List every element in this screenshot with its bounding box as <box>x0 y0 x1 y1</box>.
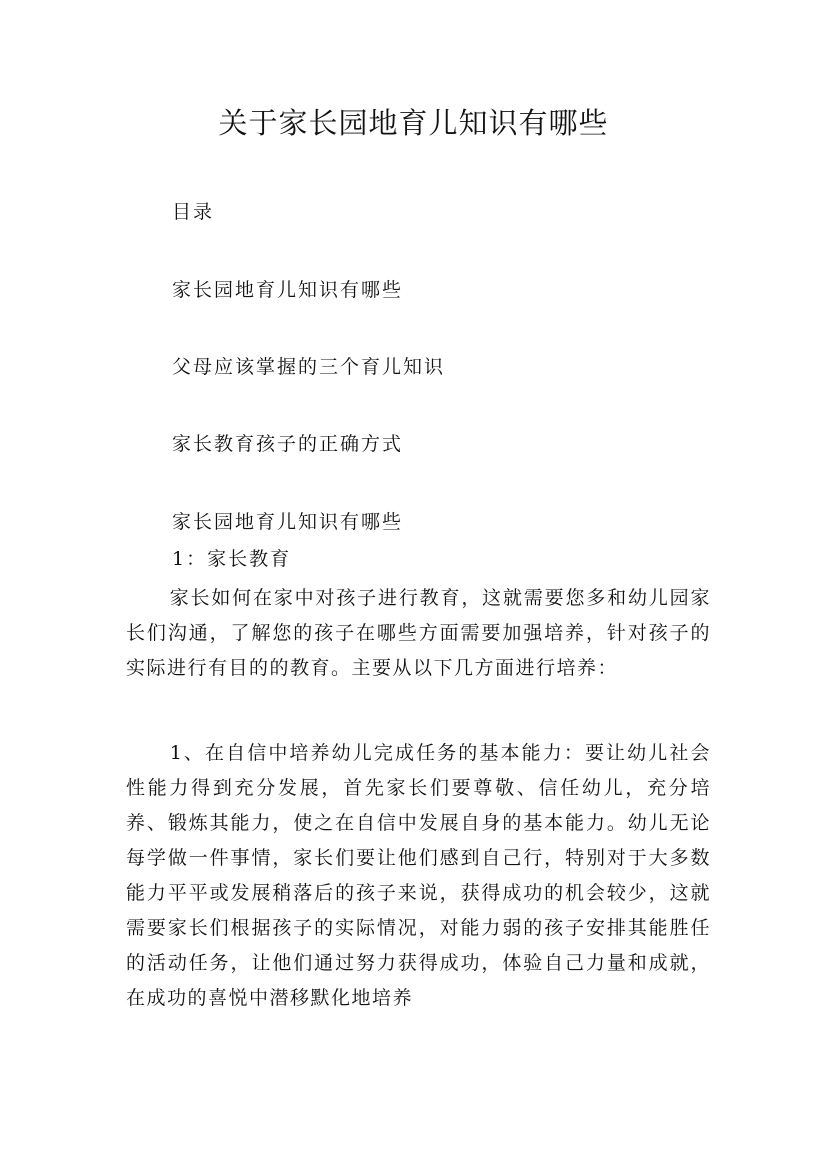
paragraph: 家长如何在家中对孩子进行教育，这就需要您多和幼儿园家长们沟通，了解您的孩子在哪些方面需要加强培养，针对孩子的实际进行有目的的教育。主要从以下几方面进行培养： <box>126 587 711 679</box>
toc-item: 父母应该掌握的三个育儿知识 <box>172 356 446 378</box>
subheading: 1：家长教育 <box>172 548 292 570</box>
document-title: 关于家长园地育儿知识有哪些 <box>218 106 609 140</box>
paragraph: 1、在自信中培养幼儿完成任务的基本能力：要让幼儿社会性能力得到充分发展，首先家长们要尊敬、信任幼儿，充分培养、锻炼其能力，使之在自信中发展自身的基本能力。幼儿无论每学做一件事情，家长们要让他们感到自己行，特别对于大多数能力平平或发展稍落后的孩子来说，获得成功的机会较少，这就需要家长们根据孩子的实际情况，对能力弱的孩子安排其能胜任的活动任务，让他们通过努力获得成功，体验自己力量和成就，在成功的喜悦中潜移默化地培养 <box>126 742 711 1009</box>
toc-item: 家长教育孩子的正确方式 <box>172 433 404 455</box>
toc-heading: 目录 <box>172 201 215 223</box>
toc-item: 家长园地育儿知识有哪些 <box>172 279 404 301</box>
section-heading: 家长园地育儿知识有哪些 <box>172 511 404 533</box>
